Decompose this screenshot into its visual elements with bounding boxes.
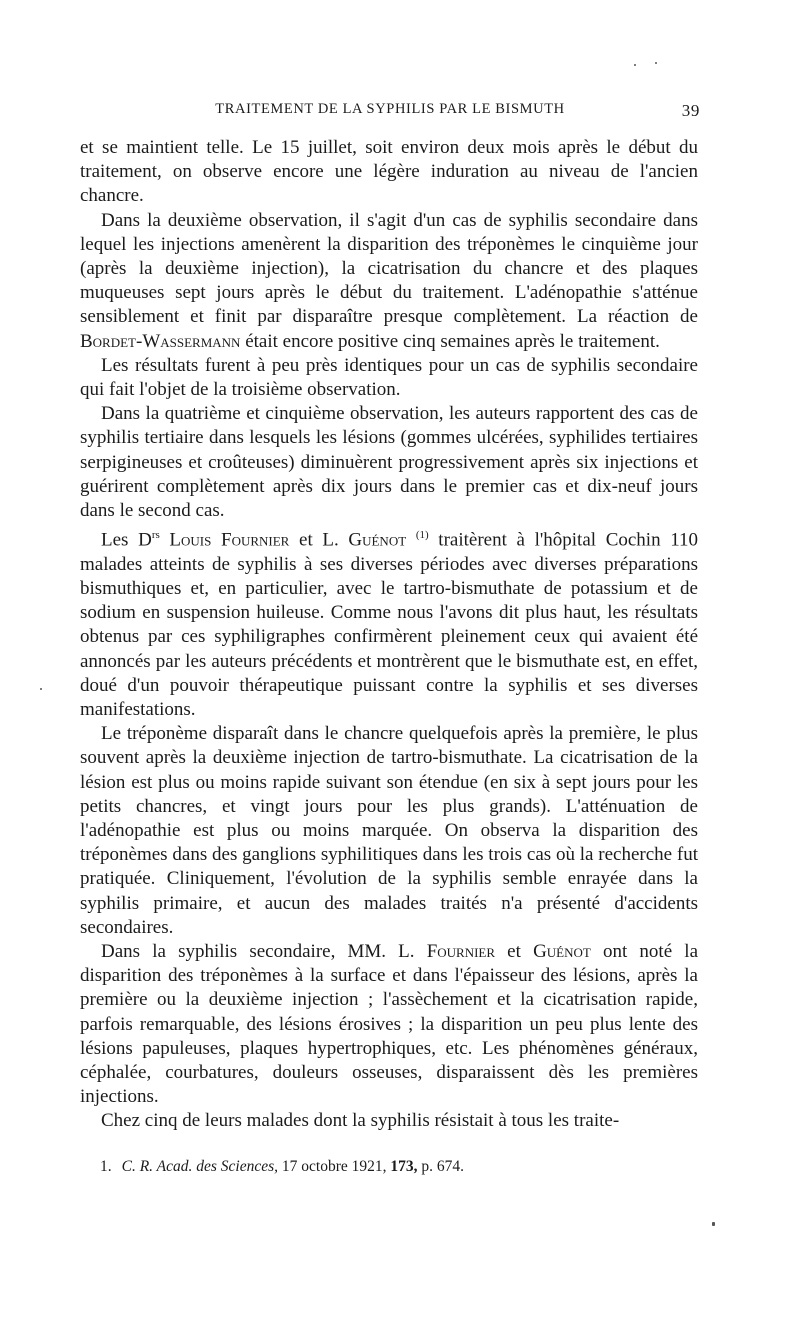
footnote-page: p. 674.	[421, 1158, 465, 1175]
paragraph-lead: Dans la syphilis secondaire, MM. L.	[101, 941, 427, 963]
footnote-reference: (1)	[415, 529, 429, 542]
paragraph-treponeme	[80, 722, 698, 940]
paragraph-text: Dans la quatrième et cinquième observation, les auteurs rapportent des cas de syphilis tertiaire dans lesquels les lésions (gommes ulcérées, syphilides tertiaires serpigineuses et croûteuses) diminuèrent progressivement après six injections et guérirent complètement après dix jours dans le premier cas et dix-neuf jours dans le second cas.	[80, 403, 698, 522]
paragraph-five-patients	[80, 1109, 698, 1133]
footnote-number: 1.	[100, 1158, 112, 1175]
author-name: Guénot	[533, 941, 591, 963]
title-superscript: rs	[151, 529, 160, 542]
paragraph-fournier-guenot	[80, 523, 698, 722]
paragraph-text: Dans la deuxième observation, il s'agit d'un cas de syphilis secondaire dans lequel les injections amenèrent la disparition des tréponèmes le cinquième jour (après la deuxième injection), la cicatrisation du chancre et des plaques muqueuses sept jours après le début du traitement. L'adénopathie s'atténue sensiblement et finit par disparaître presque complètement. La réaction de	[80, 209, 698, 328]
paragraph-text: Chez cinq de leurs malades dont la syphilis résistait à tous les traite-	[101, 1110, 620, 1132]
paragraph-third-observation	[80, 354, 698, 402]
paragraph-text: Les résultats furent à peu près identiques pour un cas de syphilis secondaire qui fait l'objet de la troisième observation.	[80, 354, 698, 401]
running-head	[80, 101, 700, 125]
paragraph-lead: Les D	[101, 529, 152, 551]
print-speck	[634, 64, 636, 66]
author-name: Louis Fournier	[169, 529, 290, 551]
paragraph-secondary-syphilis	[80, 940, 698, 1109]
author-name: Fournier	[426, 941, 496, 963]
footnote	[100, 1158, 700, 1176]
print-speck	[712, 1222, 715, 1226]
paragraph-text: et	[495, 941, 534, 963]
print-speck	[40, 688, 42, 690]
page-number: 39	[681, 101, 700, 120]
paragraph-text: Le tréponème disparaît dans le chancre quelquefois après la première, le plus souvent après la deuxième injection de tartro-bismuthate. La cicatrisation de la lésion est plus ou moins rapide suivant son étendue (en six à sept jours pour les petits chancres, et vingt jours pour les plus grands). L'atténuation de l'adénopathie est plus ou moins marquée. On observa la disparition des tréponèmes dans des ganglions syphilitiques dans les trois cas où la recherche fut pratiquée. Cliniquement, l'évolution de la syphilis semble enrayée dans la syphilis primaire, et aucun des malades traités n'a présenté d'accidents secondaires.	[80, 723, 698, 938]
paragraph-text: et se maintient telle. Le 15 juillet, soit environ deux mois après le début du traitement, on observe encore une légère induration au niveau de l'ancien chancre.	[80, 137, 698, 207]
footnote-source: C. R. Acad. des Sciences,	[121, 1158, 279, 1175]
paragraph-second-observation	[80, 209, 698, 354]
paragraph-text: était encore positive cinq semaines après le traitement.	[240, 330, 660, 352]
footnote-date: 17 octobre 1921,	[281, 1158, 387, 1175]
paragraph-continuation	[80, 136, 698, 209]
paragraph-text: et L.	[289, 529, 349, 551]
running-title: TRAITEMENT DE LA SYPHILIS PAR LE BISMUTH	[215, 101, 565, 117]
author-name: Guénot	[348, 529, 407, 551]
paragraph-fourth-fifth-observation	[80, 402, 698, 523]
paragraph-text: traitèrent à l'hôpital Cochin 110 malades atteints de syphilis à ses diverses périodes avec diverses préparations bismuthiques et, en particulier, avec le tartro-bismuthate de potassium et de sodium en suspension huileuse. Comme nous l'avons dit plus haut, les résultats obtenus par ces syphiligraphes confirmèrent pleinement ceux qui avaient été annoncés par les auteurs précédents et montrèrent que le bismuthate est, en effet, doué d'un pouvoir thérapeutique puissant contre la syphilis et ses diverses manifestations.	[80, 529, 699, 720]
author-name: Bordet-Wassermann	[80, 330, 241, 352]
paragraph-text: ont noté la disparition des tréponèmes à la surface et dans l'épaisseur des lésions, après la première ou la deuxième injection ; l'assèchement et la cicatrisation rapide, parfois remarquable, des lésions érosives ; la disparition un peu plus lente des lésions papuleuses, plaques hypertrophiques, etc. Les phénomènes généraux, céphalée, courbatures, douleurs osseuses, disparaissent dès les premières injections.	[80, 941, 699, 1108]
print-speck	[655, 62, 657, 64]
body-text	[80, 136, 698, 1134]
footnote-volume: 173,	[390, 1158, 418, 1175]
